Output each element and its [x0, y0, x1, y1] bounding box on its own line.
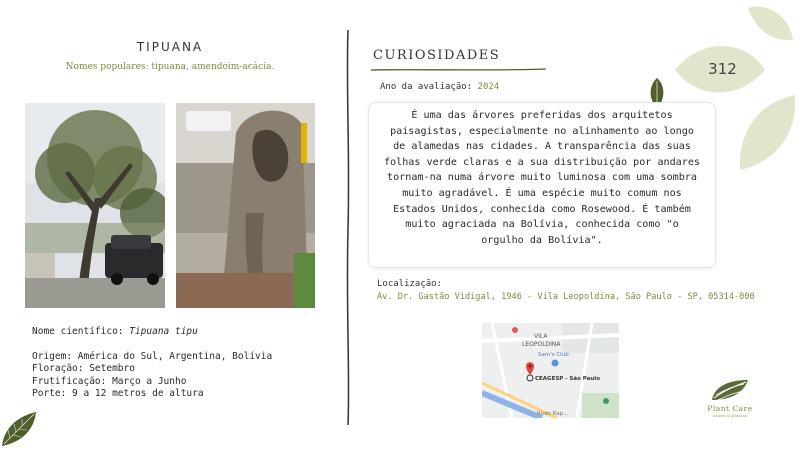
- logo-icon: [708, 378, 752, 402]
- origin: Origem: América do Sul, Argentina, Bolívia: [32, 350, 273, 362]
- size: Porte: 9 a 12 metros de altura: [32, 388, 204, 399]
- curiosities-card: [368, 102, 716, 268]
- map-place: CEAGESP - São Paulo: [535, 376, 600, 382]
- year-label: Ano da avaliação:: [380, 82, 478, 92]
- location-label: Localização:: [377, 279, 443, 289]
- map-district-2: LEOPOLDINA: [522, 341, 561, 348]
- tree-photo-full: [25, 103, 165, 308]
- flowering: Floração: Setembro: [32, 363, 135, 374]
- popular-names: Nomes populares: tipuana, amendoim-acácia.: [65, 62, 275, 72]
- logo-name: Plant Care: [707, 404, 753, 413]
- tree-photo-trunk: [176, 103, 315, 308]
- curiosities-title: CURIOSIDADES: [373, 48, 501, 63]
- scientific-name-label: Nome científico:: [32, 326, 130, 337]
- location-map[interactable]: [482, 323, 619, 418]
- tree-facts: [32, 326, 272, 401]
- title-underline: [371, 68, 546, 72]
- location-address: Av. Dr. Gastão Vidigal, 1946 - Vila Leopoldina, São Paulo - SP, 05314-000: [377, 292, 755, 302]
- evaluation-year: [380, 82, 499, 92]
- species-title: TIPUANA: [136, 40, 204, 54]
- map-road: Rodo Rap...: [537, 411, 569, 417]
- curiosities-text: É uma das árvores preferidas dos arquitetos paisagistas, especialmente no alinhamento ao longo de alamedas nas cidades. A transparência das suas folhas verde claras e a sua distribuição por andares tornam-na numa árvore muito luminosa com uma sombra muito agradável. É uma espécie muito comum nos Estados Unidos, conhecida como Rosewood. É também muito agraciada na Bolívia, conhecida como "o orgulho da Bolívia".: [383, 110, 700, 246]
- plant-care-logo: [695, 378, 765, 428]
- page-number: 312: [708, 60, 737, 78]
- scientific-name: [32, 326, 272, 339]
- year-value: 2024: [477, 82, 500, 92]
- logo-tagline: saúde as plantas: [713, 413, 747, 418]
- scientific-name-value: Tipuana tipu: [129, 326, 198, 337]
- leaf-icon-corner: [0, 408, 40, 448]
- fruiting: Frutificação: Março a Junho: [32, 375, 187, 387]
- vertical-divider: [345, 30, 351, 425]
- map-poi: Sam's Club: [538, 352, 569, 358]
- map-district: VILA: [534, 333, 548, 340]
